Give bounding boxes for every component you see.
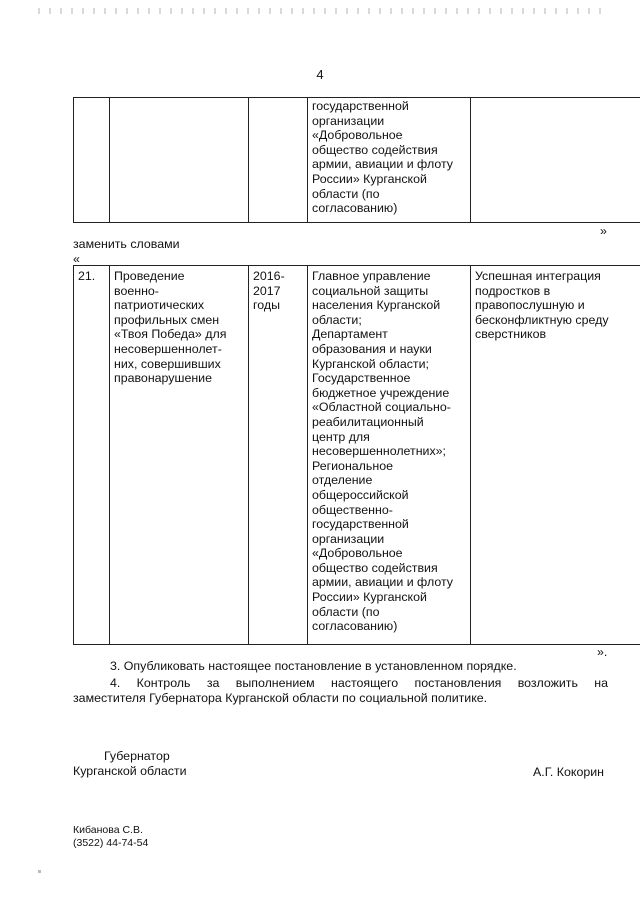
- table-cell-executors: государственной организации «Добровольное общество содействия армии, авиации и флоту России» Курганской области (по согласованию): [308, 98, 471, 223]
- paragraph-4-line-2: заместителя Губернатора Курганской области по социальной политике.: [73, 691, 488, 705]
- signatory-title-line-2: Курганской области: [73, 764, 187, 778]
- executor-phone: (3522) 44-74-54: [73, 837, 149, 849]
- table-row: [74, 98, 640, 223]
- table-cell-executors: Главное управление социальной защиты населения Курганской области; Департамент образования и науки Курганской области; Государственное бюджетное учреждение «Областной социально- реабилитационный центр для несовершеннолетних»; Региональное отделение общероссийской общественно- государственной организации «Добровольное общество содействия армии, авиации и флоту России» Курганской области (по согласованию): [308, 266, 471, 645]
- scan-artifact-corner: [38, 870, 41, 873]
- table-row: [74, 266, 640, 645]
- table-cell-result: [471, 98, 640, 223]
- table-cell-years: 2016- 2017 годы: [249, 266, 308, 645]
- table-cell-event: Проведение военно- патриотических профильных смен «Твоя Победа» для несовершеннолет- них, совершивших правонарушение: [110, 266, 249, 645]
- signatory-title-line-1: Губернатор: [104, 749, 170, 763]
- table-cell-event: [110, 98, 249, 223]
- executor-name: Кибанова С.В.: [73, 824, 143, 836]
- table-fragment-top: [73, 97, 640, 223]
- opening-quote: «: [73, 252, 80, 266]
- page-number: 4: [316, 67, 324, 82]
- table-cell-number: 21.: [74, 266, 110, 645]
- table-cell-years: [249, 98, 308, 223]
- closing-quote-period: ».: [597, 645, 608, 659]
- closing-quote: »: [600, 224, 607, 238]
- scan-artifact-top: [38, 8, 604, 14]
- table-cell-number: [74, 98, 110, 223]
- table-row-21: [73, 265, 640, 645]
- paragraph-3: 3. Опубликовать настоящее постановление в установленном порядке.: [110, 659, 517, 673]
- table-cell-result: Успешная интеграция подростков в правопослушную и бесконфликтную среду сверстников: [471, 266, 640, 645]
- signatory-name: А.Г. Кокорин: [533, 765, 605, 779]
- replace-phrase: заменить словами: [73, 237, 180, 251]
- paragraph-4-line-1: 4. Контроль за выполнением настоящего постановления возложить на: [110, 676, 608, 690]
